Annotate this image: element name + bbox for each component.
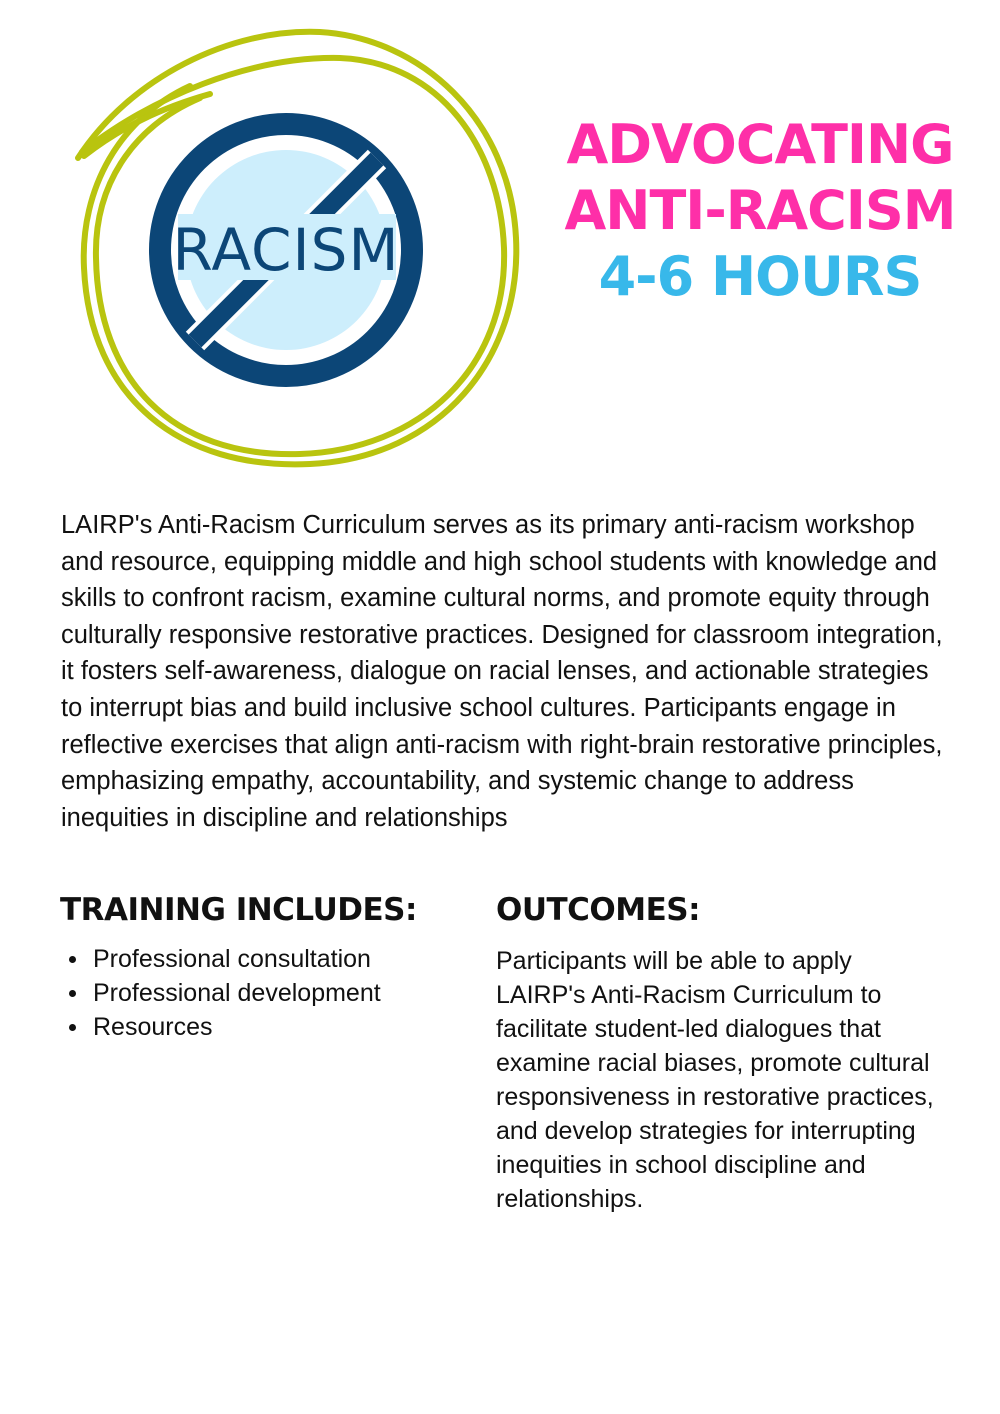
training-item: Resources <box>60 1010 381 1044</box>
title-line-2: ANTI-RACISM <box>564 179 956 242</box>
outcomes-heading: OUTCOMES: <box>496 892 701 928</box>
curriculum-description: LAIRP's Anti-Racism Curriculum serves as its primary anti-racism workshop and resource, equipping middle and high school students with knowledge and skills to confront racism, examine cultural norms, and promote equity through culturally responsive restorative practices. Designed for classroom integration, it fosters self-awareness, dialogue on racial lenses, and actionable strategies to interrupt bias and build inclusive school cultures. Participants engage in reflective exercises that align anti-racism with right-brain restorative principles, emphasizing empathy, accountability, and systemic change to address inequities in discipline and relationships <box>61 511 943 832</box>
logo-text: RACISM <box>172 216 400 284</box>
training-item: Professional development <box>60 976 381 1010</box>
no-racism-icon <box>60 18 530 478</box>
no-racism-logo <box>60 18 530 478</box>
title-line-1: ADVOCATING <box>566 113 954 176</box>
training-item: Professional consultation <box>60 942 381 976</box>
training-heading: TRAINING INCLUDES: <box>60 892 417 928</box>
outcomes-text: Participants will be able to apply LAIRP's Anti-Racism Curriculum to facilitate student-led dialogues that examine racial biases, promote cultural responsiveness in restorative practices, and develop strategies for interrupting inequities in school discipline and relationships. <box>496 947 934 1213</box>
duration-label: 4-6 HOURS <box>598 245 922 308</box>
title-block <box>560 112 960 310</box>
training-list <box>60 942 381 1044</box>
